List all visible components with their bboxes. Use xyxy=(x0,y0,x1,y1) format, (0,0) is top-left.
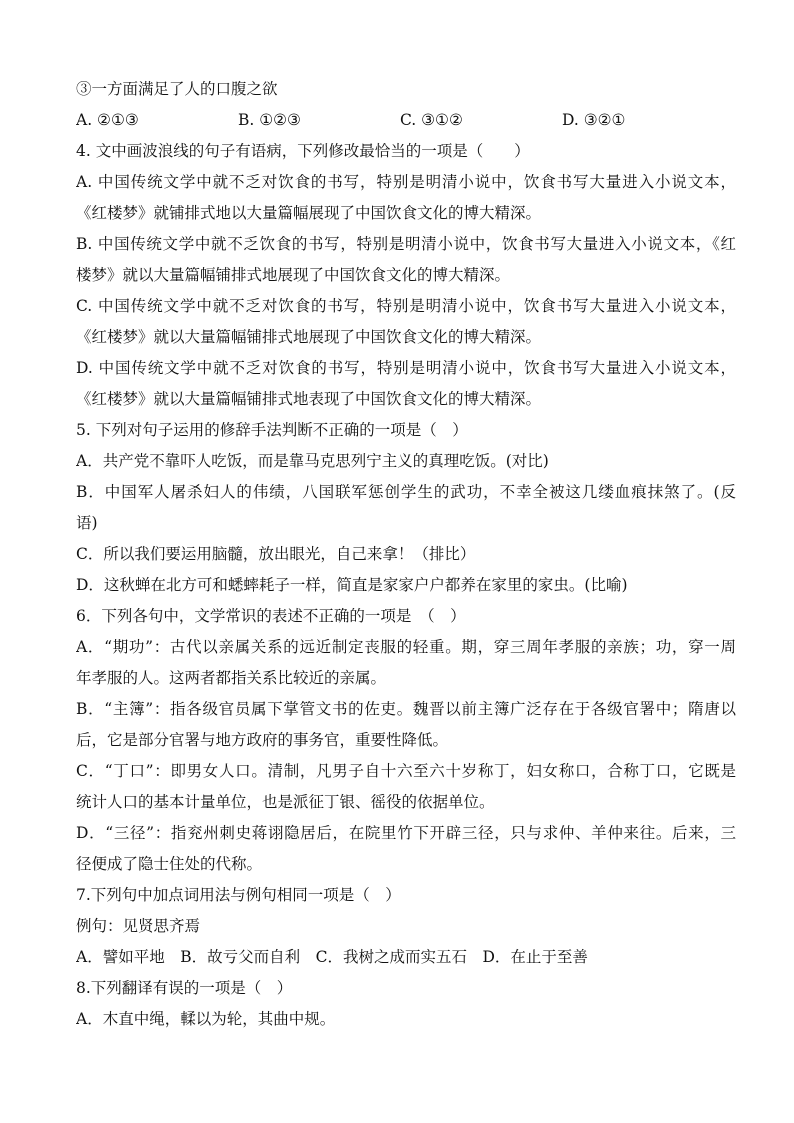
document-body xyxy=(76,74,736,1035)
answer-option: D. ③②① xyxy=(562,111,626,129)
text-line: 《红楼梦》就铺排式地以大量篇幅展现了中国饮食文化的博大精深。 xyxy=(76,204,542,222)
answer-option: A. ②①③ xyxy=(76,111,139,129)
text-line: A．“期功”：古代以亲属关系的远近制定丧服的轻重。期，穿三周年孝服的亲族；功，穿一周 xyxy=(76,638,736,656)
text-line: A．木直中绳，輮以为轮，其曲中规。 xyxy=(76,1010,336,1028)
text-line: D．这秋蝉在北方可和蟋蟀耗子一样，简直是家家户户都养在家里的家虫。(比喻) xyxy=(76,576,628,594)
text-line: 8.下列翻译有误的一项是（ ） xyxy=(76,979,293,997)
answer-option: C. ③①② xyxy=(400,111,463,129)
text-line: A．譬如平地 B．故亏父而自利 C．我树之成而实五石 D．在止于至善 xyxy=(76,948,588,966)
text-line: 4. 文中画波浪线的句子有语病，下列修改最恰当的一项是（ ） xyxy=(76,142,530,160)
answer-options-row xyxy=(76,105,736,136)
answer-option: B. ①②③ xyxy=(238,111,301,129)
text-line: 6．下列各句中，文学常识的表述不正确的一项是 （ ） xyxy=(76,607,466,625)
text-line: 统计人口的基本计量单位，也是派征丁银、徭役的依据单位。 xyxy=(76,793,495,811)
text-line: ③一方面满足了人的口腹之欲 xyxy=(76,80,278,98)
text-line: D. 中国传统文学中就不乏对饮食的书写，特别是明清小说中，饮食书写大量进入小说文本， xyxy=(76,359,736,377)
text-line: 语) xyxy=(76,514,98,532)
text-line: D．“三径”：指兖州刺史蒋诩隐居后，在院里竹下开辟三径，只与求仲、羊仲来往。后来，三 xyxy=(76,824,736,842)
text-line: 径便成了隐士住处的代称。 xyxy=(76,855,263,873)
text-line: 例句：见贤思齐焉 xyxy=(76,917,201,935)
text-line: 楼梦》就以大量篇幅铺排式地展现了中国饮食文化的博大精深。 xyxy=(76,266,511,284)
text-line: 《红楼梦》就以大量篇幅铺排式地表现了中国饮食文化的博大精深。 xyxy=(76,390,542,408)
text-line: C．所以我们要运用脑髓，放出眼光，自己来拿！（排比） xyxy=(76,545,476,563)
text-line: 《红楼梦》就以大量篇幅铺排式地展现了中国饮食文化的博大精深。 xyxy=(76,328,542,346)
text-line: 后，它是部分官署与地方政府的事务官，重要性降低。 xyxy=(76,731,449,749)
text-line: A．共产党不靠吓人吃饭，而是靠马克思列宁主义的真理吃饭。(对比) xyxy=(76,452,549,470)
text-line: 5. 下列对句子运用的修辞手法判断不正确的一项是（ ） xyxy=(76,421,468,439)
text-line: A. 中国传统文学中就不乏对饮食的书写，特别是明清小说中，饮食书写大量进入小说文本， xyxy=(76,173,736,191)
text-line: 7.下列句中加点词用法与例句相同一项是（ ） xyxy=(76,886,401,904)
text-line: C．“丁口”：即男女人口。清制，凡男子自十六至六十岁称丁，妇女称口，合称丁口，它既是 xyxy=(76,762,736,780)
text-line: C. 中国传统文学中就不乏对饮食的书写，特别是明清小说中，饮食书写大量进入小说文本， xyxy=(76,297,736,315)
text-line: B. 中国传统文学中就不乏饮食的书写，特别是明清小说中，饮食书写大量进入小说文本，《红 xyxy=(76,235,736,253)
text-line: B．中国军人屠杀妇人的伟绩，八国联军惩创学生的武功，不幸全被这几缕血痕抹煞了。(反 xyxy=(76,483,736,501)
text-line: 年孝服的人。这两者都指关系比较近的亲属。 xyxy=(76,669,387,687)
text-line: B．“主簿”：指各级官员属下掌管文书的佐吏。魏晋以前主簿广泛存在于各级官署中；隋唐以 xyxy=(76,700,736,718)
